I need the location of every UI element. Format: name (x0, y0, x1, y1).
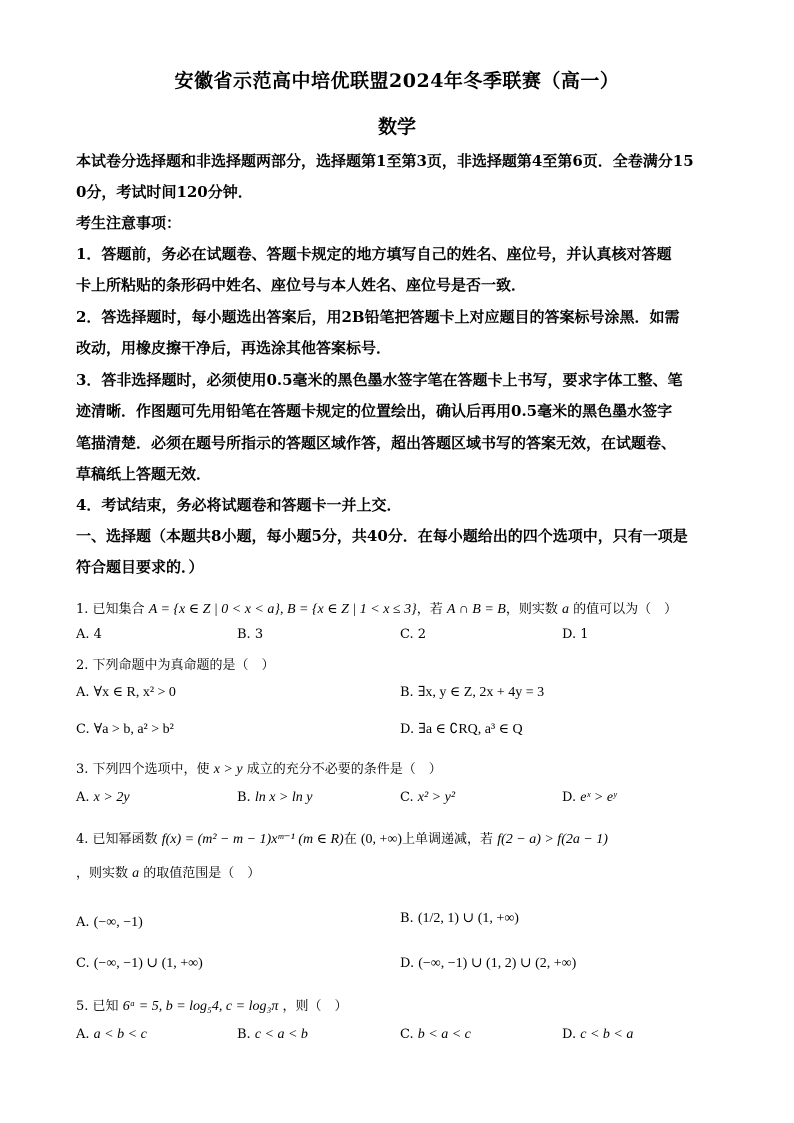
q1-variable: a (562, 602, 569, 617)
notice-item: 改动，用橡皮擦干净后，再选涂其他答案标号． (76, 339, 392, 357)
option-text: ∃x, y ∈ Z, 2x + 4y = 3 (417, 685, 545, 700)
section-heading: 符合题目要求的．） (76, 558, 204, 576)
option-text: eˣ > eʸ (580, 790, 617, 805)
q1-set-definition: A = {x ∈ Z | 0 < x < a}, B = {x ∈ Z | 1 < x ≤ 3} (148, 602, 417, 617)
option-text: (−∞, −1) ∪ (1, 2) ∪ (2, +∞) (418, 956, 577, 971)
q1-option-d: D. 1 (562, 627, 589, 642)
q4-function: f(x) = (m² − m − 1)xᵐ⁻¹ (m ∈ R) (161, 832, 344, 847)
option-text: (−∞, −1) (93, 915, 143, 930)
intro-line: 0分，考试时间120分钟． (76, 183, 253, 201)
q4-option-d (400, 955, 576, 972)
option-text: (1/2, 1) ∪ (1, +∞) (417, 911, 519, 926)
q4-interval: (0, +∞) (360, 832, 403, 847)
intro-line: 本试卷分选择题和非选择题两部分，选择题第1至第3页，非选择题第4至第6页．全卷满分15 (76, 152, 694, 170)
option-label: C. (76, 956, 90, 971)
option-text: ∀x ∈ R, x² > 0 (93, 685, 176, 700)
q1-stem-end: 的值可以为（ ） (573, 602, 678, 617)
q5-option-c (400, 1027, 471, 1043)
section-heading: 一、选择题（本题共8小题，每小题5分，共40分．在每小题给出的四个选项中，只有一项是 (76, 527, 688, 545)
q4-option-c (76, 955, 203, 972)
q1-option-b: B. 3 (237, 627, 264, 642)
option-text: x > 2y (93, 790, 130, 805)
q1-stem-post: ，则实数 (505, 602, 558, 617)
option-text: ln x > ln y (254, 790, 313, 805)
q2-option-b (400, 684, 544, 701)
q4-stem-line2-pre: ，则实数 (76, 866, 129, 881)
notice-item: 卡上所粘贴的条形码中姓名、座位号与本人姓名、座位号是否一致． (76, 276, 527, 294)
option-label: A. (76, 915, 90, 930)
q4-stem-pre: 4. 已知幂函数 (76, 832, 158, 847)
q4-option-b (400, 910, 519, 927)
option-label: C. (76, 722, 90, 737)
notice-item: 3．答非选择题时，必须使用0.5毫米的黑色墨水签字笔在答题卡上书写，要求字体工整、笔 (76, 371, 683, 389)
option-text: ∀a > b, a² > b² (93, 722, 174, 737)
option-label: C. (400, 790, 414, 805)
q4-stem-mid2: 上单调递减，若 (402, 832, 494, 847)
option-label: A. (76, 1027, 90, 1042)
q5-definitions: 6ᵃ = 5, b = log₅4, c = log₃π (122, 999, 279, 1014)
q4-stem-mid: 在 (343, 832, 357, 847)
notice-item: 2．答选择题时，每小题选出答案后，用2B铅笔把答题卡上对应题目的答案标号涂黑．如需 (76, 308, 680, 326)
option-text: b < a < c (417, 1027, 471, 1042)
notice-item: 迹清晰．作图题可先用铅笔在答题卡规定的位置绘出，确认后再用0.5毫米的黑色墨水签字 (76, 402, 673, 420)
q1-stem-pre: 1. 已知集合 (76, 602, 145, 617)
q3-stem-end: 成立的充分不必要的条件是（ ） (246, 762, 442, 777)
option-label: C. (400, 1027, 414, 1042)
option-text: c < a < b (254, 1027, 308, 1042)
q3-option-c (400, 790, 455, 806)
q1-option-a: A. 4 (76, 627, 102, 642)
option-label: A. (76, 790, 90, 805)
q3-option-a (76, 790, 130, 806)
q4-stem-end: 的取值范围是（ ） (143, 866, 261, 881)
q3-option-d (562, 790, 617, 806)
notice-item: 4．考试结束，务必将试题卷和答题卡一并上交． (76, 496, 402, 514)
option-label: B. (400, 685, 414, 700)
q4-option-a (76, 915, 143, 931)
q3-stem-pre: 3. 下列四个选项中，使 (76, 762, 210, 777)
option-label: D. (400, 956, 415, 971)
option-label: D. (400, 722, 415, 737)
option-label: B. (237, 1027, 251, 1042)
q4-condition: f(2 − a) > f(2a − 1) (497, 832, 608, 847)
notice-title: 考生注意事项： (76, 214, 182, 232)
question-1-stem (76, 598, 677, 618)
option-text: x² > y² (417, 790, 456, 805)
option-text: (−∞, −1) ∪ (1, +∞) (93, 956, 203, 971)
option-text: a < b < c (93, 1027, 147, 1042)
q1-stem-mid: ，若 (416, 602, 443, 617)
q5-option-b (237, 1027, 308, 1043)
notice-item: 笔描清楚．必须在题号所指示的答题区域作答，超出答题区域书写的答案无效，在试题卷、 (76, 434, 677, 452)
q5-stem-pre: 5. 已知 (76, 999, 119, 1014)
q2-option-c (76, 721, 174, 738)
q3-option-b (237, 790, 312, 806)
option-label: A. (76, 685, 90, 700)
option-label: B. (237, 790, 251, 805)
subject-title: 数学 (377, 116, 416, 138)
q2-option-d (400, 721, 523, 738)
option-text: ∃a ∈ ∁RQ, a³ ∈ Q (418, 722, 523, 737)
exam-title: 安徽省示范高中培优联盟2024年冬季联赛（高一） (174, 70, 620, 92)
question-2-stem: 2. 下列命题中为真命题的是（ ） (76, 658, 275, 673)
q4-variable: a (132, 866, 140, 881)
q2-option-a (76, 684, 176, 701)
question-3-stem (76, 758, 442, 778)
option-text: c < b < a (580, 1027, 634, 1042)
option-label: D. (562, 790, 577, 805)
option-label: B. (400, 911, 414, 926)
question-4-stem-line2 (76, 862, 260, 882)
notice-item: 草稿纸上答题无效． (76, 465, 212, 483)
q1-option-c: C. 2 (400, 627, 427, 642)
q5-option-a (76, 1027, 147, 1043)
q5-stem-end: ，则（ ） (282, 999, 348, 1014)
q5-option-d (562, 1027, 633, 1043)
q3-inequality: x > y (213, 762, 243, 777)
notice-item: 1．答题前，务必在试题卷、答题卡规定的地方填写自己的姓名、座位号，并认真核对答题 (76, 245, 672, 263)
q1-condition: A ∩ B = B (446, 602, 506, 617)
question-4-stem (76, 828, 608, 848)
option-label: D. (562, 1027, 577, 1042)
question-5-stem (76, 995, 348, 1015)
